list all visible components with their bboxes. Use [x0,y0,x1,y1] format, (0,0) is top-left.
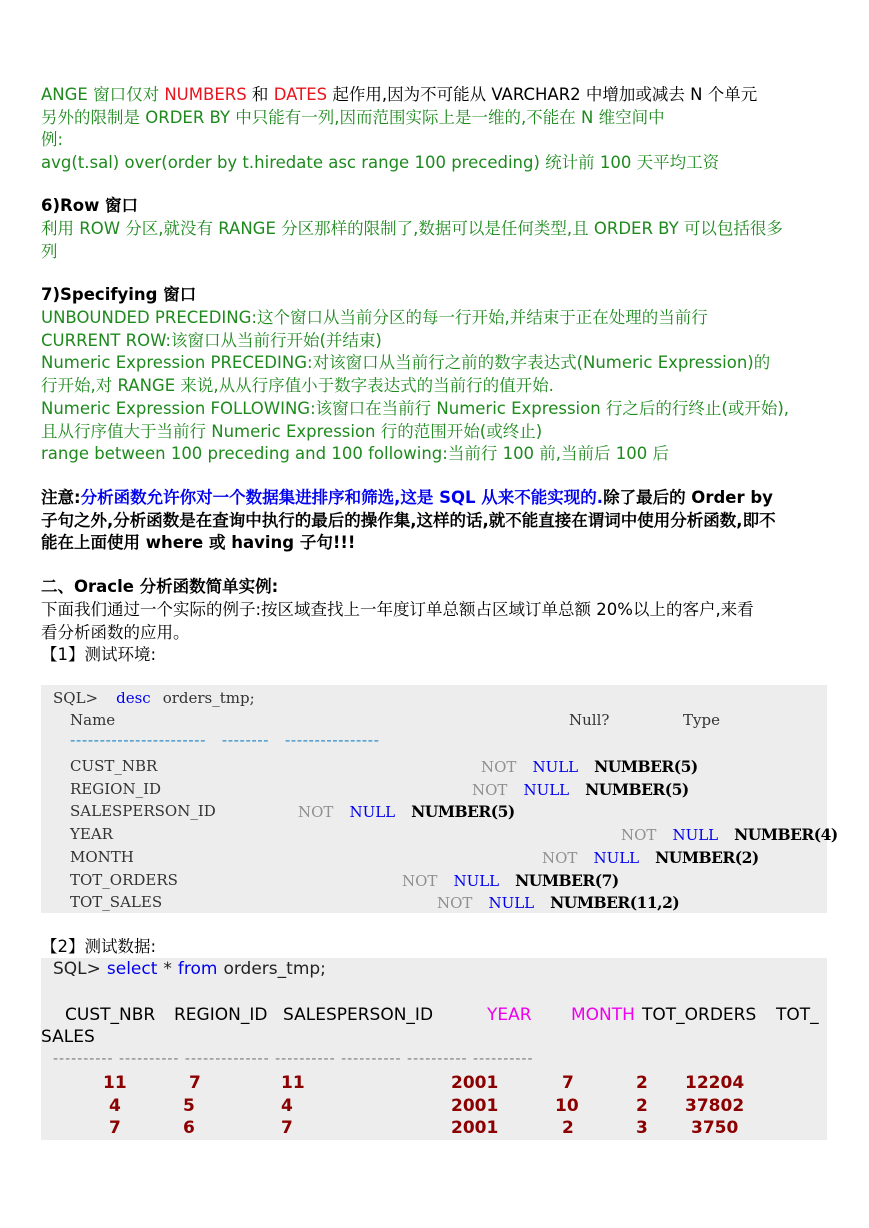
desc-row-name: YEAR [70,825,113,843]
intro-line-4: avg(t.sal) over(order by t.hiredate asc range 100 preceding) 统计前 100 天平均工资 [41,153,720,172]
result-header-year: YEAR [487,1005,532,1025]
result-header-orders: TOT_ORDERS [642,1005,757,1025]
result-header-sales-wrap: SALES [41,1027,95,1047]
type-size: (5) [673,757,698,776]
type-size: (5) [490,802,515,821]
spec-line-5: Numeric Expression FOLLOWING:该窗口在当前行 Numeric Expression 行之后的行终止(或开始), [41,399,790,418]
desc-row-type [621,825,838,844]
spec-line-1: UNBOUNDED PRECEDING:这个窗口从当前分区的每一行开始,并结束于正在处理的当前行 [41,308,708,327]
row-window-line-2: 列 [41,242,58,261]
intro-text: 起作用,因为不可能从 VARCHAR2 中增加或减去 N 个单元 [327,85,758,104]
cell: 7 [281,1118,293,1138]
desc-row-type [437,893,679,912]
null-keyword: NULL [593,849,640,867]
desc-row-name: TOT_ORDERS [70,871,178,889]
col-header-name: Name [70,711,116,729]
cell: 7 [562,1073,574,1093]
intro-line-3: 例: [41,130,64,149]
desc-row-name: CUST_NBR [70,757,158,775]
desc-row-name: MONTH [70,848,134,866]
number-type: NUMBER [594,757,674,776]
intro-text: ANGE 窗口仅对 [41,85,165,104]
numbers-keyword: NUMBERS [164,85,247,104]
note-highlight: 分析函数允许你对一个数据集进排序和筛选,这是 SQL 从来不能实现的. [80,488,604,507]
cell: 6 [183,1118,195,1138]
number-type: NUMBER [734,825,814,844]
desc-row-name: TOT_SALES [70,893,163,911]
intro-text: 和 [246,85,274,104]
type-size: (2) [734,848,759,867]
sql-prompt: SQL> [53,959,101,979]
section2-heading: 二、Oracle 分析函数简单实例: [41,577,279,596]
not-keyword: NOT [542,849,578,867]
number-type: NUMBER [411,802,491,821]
not-keyword: NOT [402,872,438,890]
number-type: NUMBER [515,871,595,890]
desc-row-type [402,871,619,890]
section2-line-2: 看分析函数的应用。 [41,623,190,642]
note-line-2: 子句之外,分析函数是在查询中执行的最后的操作集,这样的话,就不能直接在谓词中使用分析函数,即不 [41,511,776,530]
cell: 5 [183,1096,195,1116]
not-keyword: NOT [481,758,517,776]
not-keyword: NOT [621,826,657,844]
desc-row-type [542,848,759,867]
col-header-null: Null? [569,711,610,729]
null-keyword: NULL [532,758,579,776]
type-size: (5) [664,780,689,799]
table-name: orders_tmp; [162,689,255,707]
result-header-cust: CUST_NBR [65,1005,156,1025]
desc-code-block [41,685,838,913]
table-name: orders_tmp; [223,959,326,979]
number-type: NUMBER [550,893,630,912]
star: * [163,959,172,979]
col-header-type: Type [683,711,720,729]
from-keyword: from [177,959,218,979]
cell: 7 [189,1073,201,1093]
desc-row-name: REGION_ID [70,780,162,798]
type-size: (11,2) [629,893,680,912]
row-window-line-1: 利用 ROW 分区,就没有 RANGE 分区那样的限制了,数据可以是任何类型,且 ORDER BY 可以包括很多 [41,219,783,238]
cell: 11 [103,1073,127,1093]
spec-line-2: CURRENT ROW:该窗口从当前行开始(并结束) [41,331,382,350]
test-env-label: 【1】测试环境: [41,645,157,664]
desc-row-type [472,780,689,799]
spec-line-4: 行开始,对 RANGE 来说,从从行序值小于数字表达式的当前行的值开始. [41,376,554,395]
null-keyword: NULL [349,803,396,821]
not-keyword: NOT [298,803,334,821]
cell: 12204 [685,1073,745,1093]
not-keyword: NOT [472,781,508,799]
specifying-heading: 7)Specifying 窗口 [41,285,197,304]
select-keyword: select [106,959,158,979]
spec-line-6: 且从行序值大于当前行 Numeric Expression 行的范围开始(或终止) [41,422,543,441]
type-size: (7) [594,871,619,890]
desc-command-line [53,689,255,707]
spec-line-3: Numeric Expression PRECEDING:对该窗口从当前行之前的数字表达式(Numeric Expression)的 [41,353,771,372]
test-data-label: 【2】测试数据: [41,937,157,956]
row-window-heading: 6)Row 窗口 [41,196,139,215]
cell: 4 [109,1096,121,1116]
number-type: NUMBER [655,848,735,867]
cell: 3 [636,1118,648,1138]
result-header-month: MONTH [571,1005,635,1025]
type-size: (4) [813,825,838,844]
desc-keyword: desc [116,689,151,707]
cell: 11 [281,1073,305,1093]
desc-row-name: SALESPERSON_ID [70,802,216,820]
header-separator: ----------------------- -------- ---------------- [70,731,380,749]
cell: 3750 [691,1118,739,1138]
section2-line-1: 下面我们通过一个实际的例子:按区域查找上一年度订单总额占区域订单总额 20%以上的客户,来看 [41,600,754,619]
desc-row-type [298,802,515,821]
cell: 4 [281,1096,293,1116]
sql-prompt: SQL> [53,689,99,707]
dates-keyword: DATES [273,85,328,104]
cell: 2 [562,1118,574,1138]
spec-line-7: range between 100 preceding and 100 following:当前行 100 前,当前后 100 后 [41,444,670,463]
result-header-region: REGION_ID [174,1005,268,1025]
cell: 2001 [451,1073,499,1093]
select-code-block [41,958,827,1140]
null-keyword: NULL [672,826,719,844]
note-line-3: 能在上面使用 where 或 having 子句!!! [41,533,356,552]
note-label: 注意: [41,488,81,507]
cell: 2 [636,1096,648,1116]
result-separator: ---------- ---------- -------------- ---------- ---------- ---------- ---------- [53,1051,534,1067]
result-header-sales: TOT_ [776,1005,819,1025]
result-header-salesperson: SALESPERSON_ID [283,1005,434,1025]
number-type: NUMBER [585,780,665,799]
select-command-line [53,959,326,979]
not-keyword: NOT [437,894,473,912]
cell: 10 [555,1096,579,1116]
note-line-1 [41,486,773,509]
intro-line-1 [41,83,757,106]
cell: 37802 [685,1096,745,1116]
desc-row-type [481,757,698,776]
null-keyword: NULL [453,872,500,890]
cell: 2001 [451,1118,499,1138]
null-keyword: NULL [523,781,570,799]
cell: 2001 [451,1096,499,1116]
note-text: 除了最后的 Order by [603,488,773,507]
cell: 7 [109,1118,121,1138]
cell: 2 [636,1073,648,1093]
null-keyword: NULL [488,894,535,912]
intro-line-2: 另外的限制是 ORDER BY 中只能有一列,因而范围实际上是一维的,不能在 N 维空间中 [41,108,665,127]
